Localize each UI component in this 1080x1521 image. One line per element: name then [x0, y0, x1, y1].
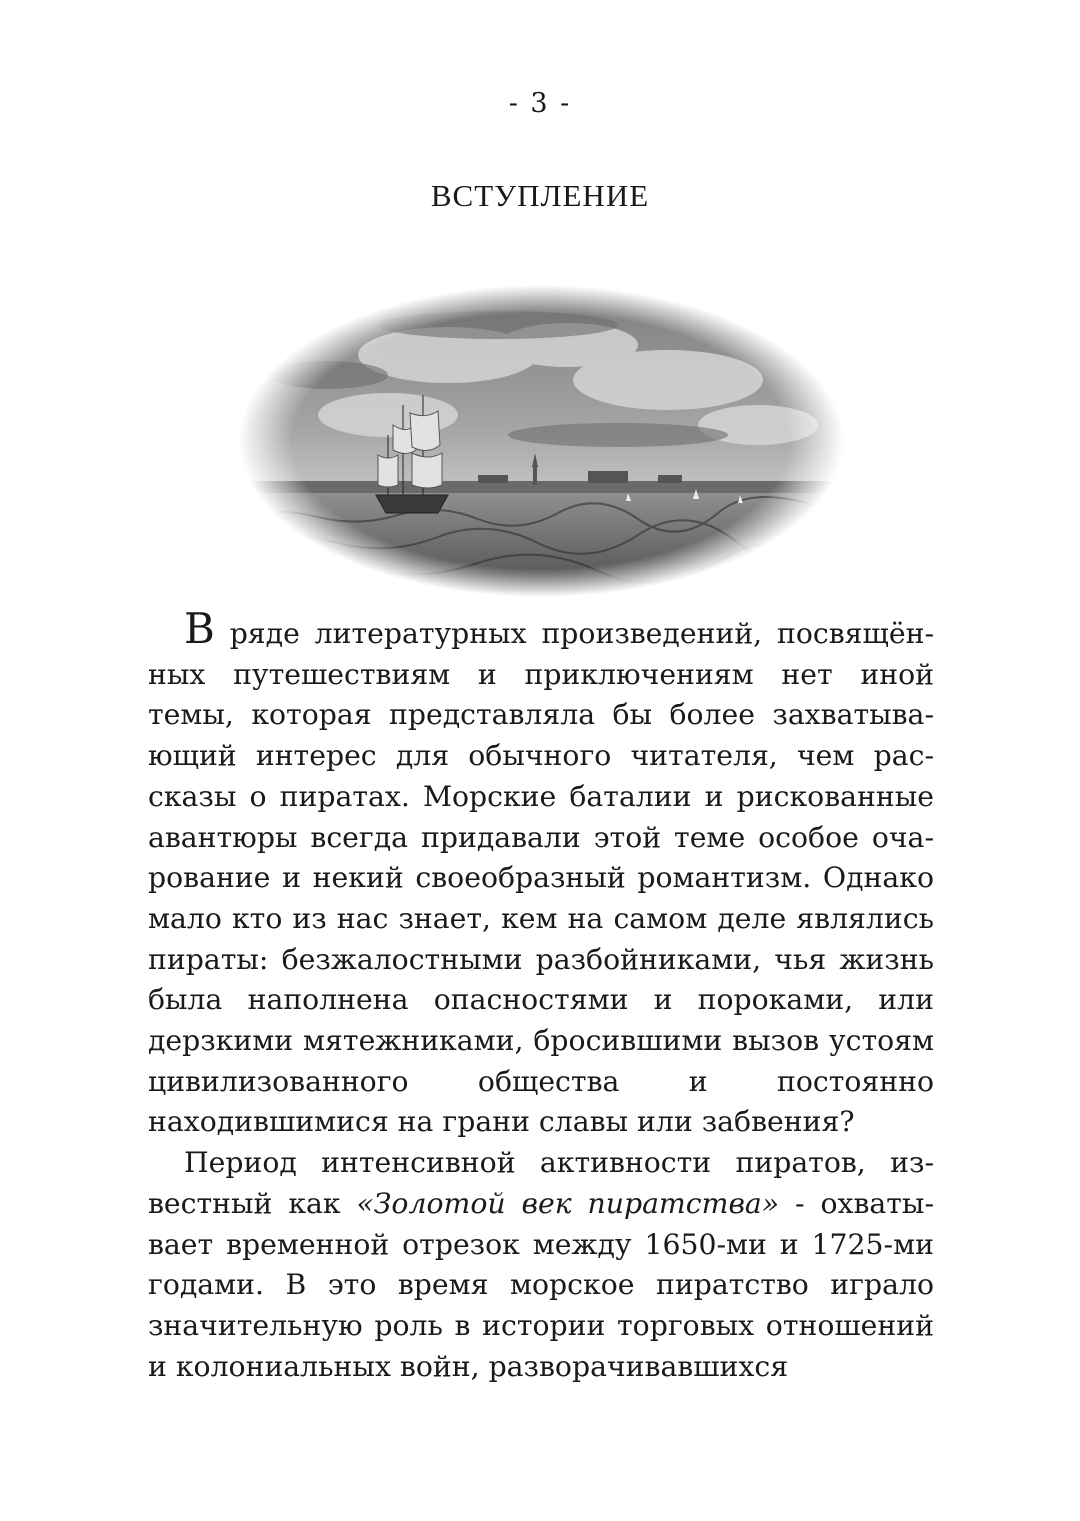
- chapter-title: ВСТУПЛЕНИЕ: [430, 178, 650, 213]
- drop-cap: В: [184, 604, 215, 653]
- paragraph-2-emphasis: «Золотой век пиратства»: [356, 1186, 780, 1220]
- paragraph-1: [148, 604, 934, 1143]
- body-text: [148, 604, 935, 1387]
- page-number: - 3 -: [508, 88, 572, 119]
- paragraph-2-after: - охватывает временной отрезок между 1650-ми и 1725-ми годами. В это время морское пиратство играло значительную роль в истории торговых отношений и колониальных войн, разворачивавшихся: [148, 1186, 935, 1383]
- paragraph-2: [148, 1143, 934, 1387]
- paragraph-1-text: ряде литературных произведений, посвящённых путешествиям и приключениям нет иной темы, которая представляла бы более захватывающий интерес для обычного читателя, чем рассказы о пиратах. Морские баталии и рискованные авантюры всегда придавали этой теме особое очарование и некий своеобразный романтизм. Однако мало кто из нас знает, кем на самом деле являлись пираты: безжалостными разбойниками, чья жизнь была наполнена опасностями и пороками, или дерзкими мятежниками, бросившими вызов устоям цивилизованного общества и постоянно находившимися на грани славы или забвения?: [148, 617, 934, 1139]
- ship-engraving-icon: [238, 285, 844, 597]
- paragraph-2-before: Период интенсивной активности пиратов, известный как: [148, 1146, 934, 1220]
